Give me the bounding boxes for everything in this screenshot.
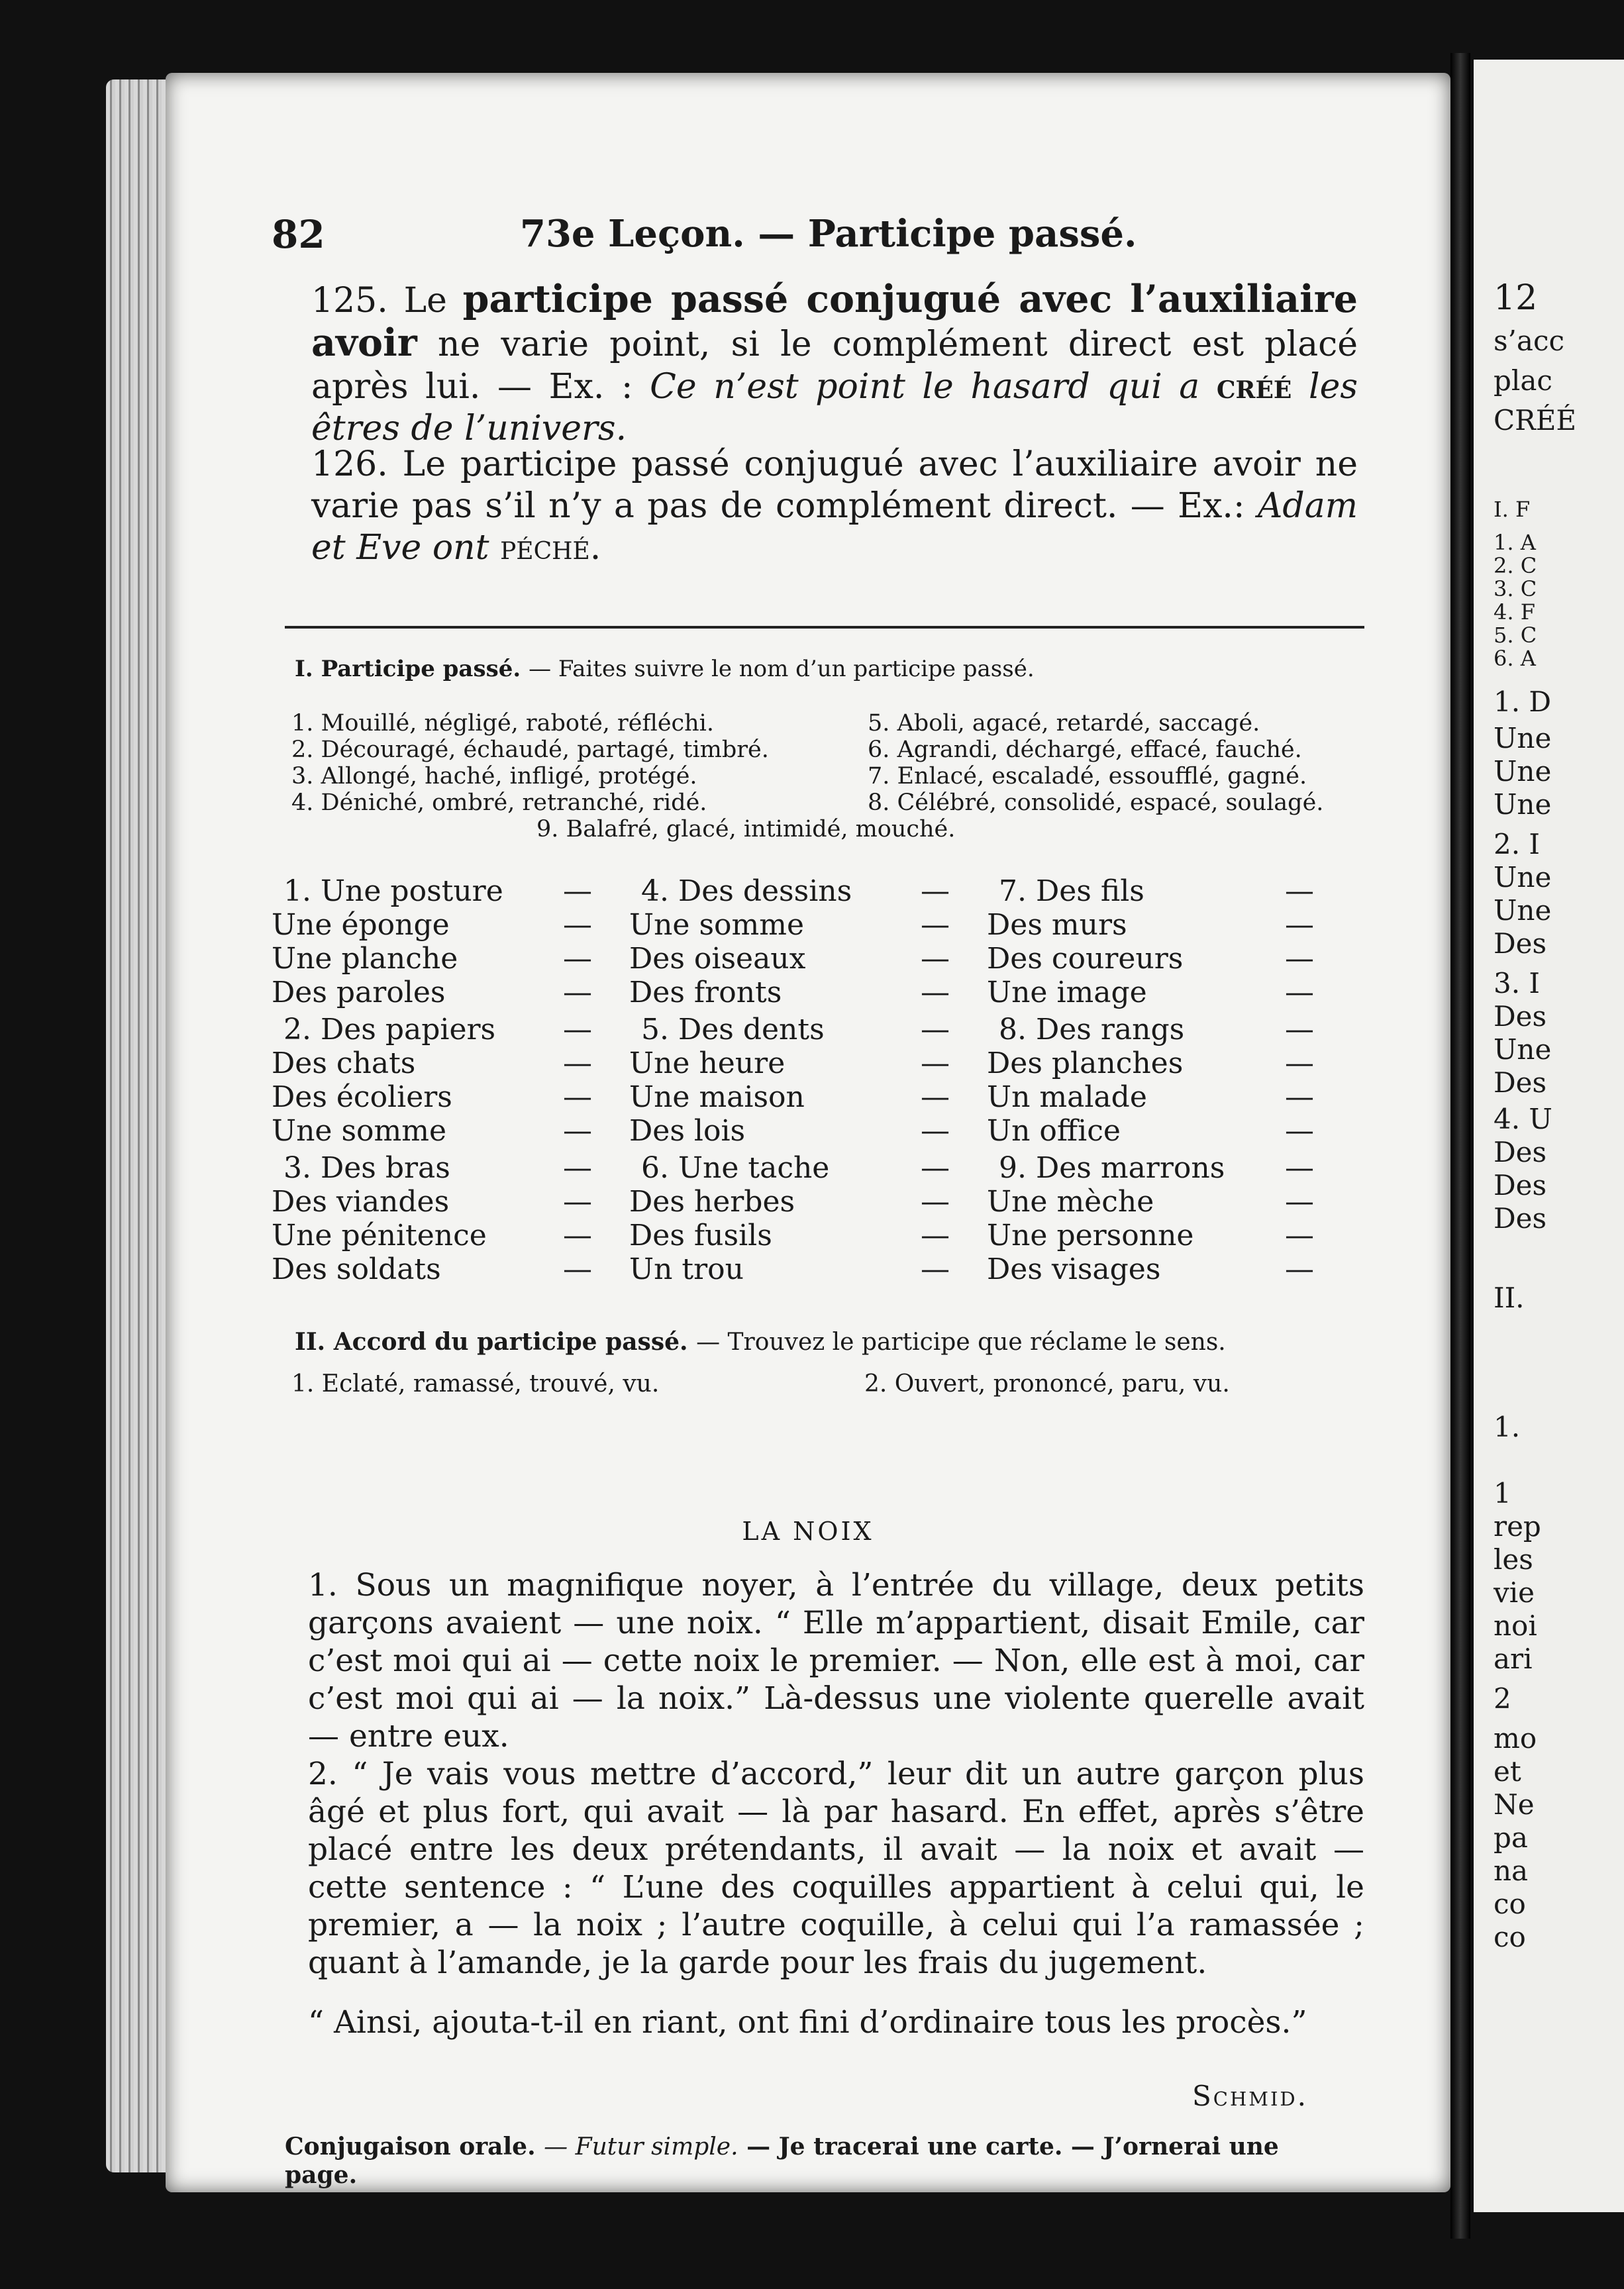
blank-dash: — (1285, 976, 1314, 1009)
blank-dash: — (563, 1151, 592, 1185)
facing-page-fragment: Une (1494, 1033, 1552, 1066)
noun-item: Des herbes (629, 1185, 795, 1219)
noun-item: Des lois (629, 1114, 746, 1148)
facing-page-fragment: 5. C (1494, 623, 1537, 648)
running-title: 73e Leçon. — Participe passé. (520, 212, 1137, 256)
blank-dash: — (1285, 1114, 1314, 1148)
facing-page-fragment: Des (1494, 1202, 1547, 1235)
blank-dash: — (563, 874, 592, 908)
facing-page-fragment: rep (1494, 1510, 1541, 1543)
blank-dash: — (563, 1013, 592, 1046)
facing-page-fragment: pa (1494, 1821, 1528, 1854)
facing-page-fragment: Des (1494, 927, 1547, 960)
facing-page-fragment: vie (1494, 1576, 1535, 1609)
rule-number: 126. (311, 444, 388, 484)
noun-item: 9. Des marrons (999, 1151, 1225, 1185)
footer-tense: — Futur simple. (544, 2133, 738, 2161)
facing-page-fragment: 4. F (1494, 599, 1535, 625)
noun-item: Une planche (272, 942, 458, 976)
noun-item: Des coureurs (987, 942, 1184, 976)
blank-dash: — (563, 1080, 592, 1114)
dash-column-1 (563, 874, 592, 1286)
noun-item: 5. Des dents (641, 1013, 825, 1046)
noun-item: 4. Des dessins (641, 874, 852, 908)
noun-item: Une somme (272, 1114, 446, 1148)
list-item: 5. Aboli, agacé, retardé, saccagé. (868, 710, 1260, 737)
blank-dash: — (563, 1219, 592, 1252)
facing-page-fragment: 2 (1494, 1682, 1511, 1715)
noun-item: 7. Des fils (999, 874, 1144, 908)
facing-page-fragment: noi (1494, 1609, 1537, 1642)
noun-item: Des paroles (272, 976, 446, 1009)
story-paragraph-1 (272, 1566, 1364, 1755)
rule-text: Le (403, 281, 447, 321)
blank-dash: — (921, 1252, 950, 1286)
story-author: Schmid. (1192, 2080, 1309, 2112)
list-item: 3. Allongé, haché, infligé, protégé. (291, 763, 697, 789)
blank-dash: — (1285, 1013, 1314, 1046)
noun-item: Des soldats (272, 1252, 441, 1286)
facing-page-fragment: les (1494, 1543, 1533, 1576)
facing-page-fragment: I. F (1494, 497, 1531, 522)
noun-item: 2. Des papiers (283, 1013, 496, 1046)
noun-item: Un malade (987, 1080, 1147, 1114)
rule-example: les êtres de l’univers. (311, 367, 1358, 448)
blank-dash: — (921, 976, 950, 1009)
facing-page-fragment: Des (1494, 1136, 1547, 1168)
blank-dash: — (921, 1185, 950, 1219)
blank-dash: — (921, 1080, 950, 1114)
facing-page-fragment: plac (1494, 364, 1552, 397)
story-paragraph-2 (272, 1755, 1364, 1982)
exercise-1-center-item (536, 816, 955, 842)
paragraph-text: “ Ainsi, ajouta-t-il en riant, ont fini d’ordinaire tous les procès.” (308, 2004, 1307, 2041)
facing-page-fragment: 4. U (1494, 1103, 1552, 1135)
blank-dash: — (921, 908, 950, 942)
noun-item: Une personne (987, 1219, 1194, 1252)
blank-dash: — (921, 1151, 950, 1185)
paragraph-text: 1. Sous un magnifique noyer, à l’entrée du village, deux petits garçons avaient — une noix. “ Elle m’appartient, disait Emile, car c’est moi qui ai — cette noix le premier. — Non, elle est à moi, car c’est moi qui ai — la noix.” Là-dessus une violente querelle avait — entre eux. (308, 1567, 1364, 1755)
noun-column-2 (629, 874, 852, 1286)
page-number: 82 (272, 212, 325, 257)
facing-page-fragment: 2. I (1494, 828, 1541, 860)
facing-page-fragment: Une (1494, 755, 1552, 788)
exercise-instruction: — Faites suivre le nom d’un participe passé. (529, 656, 1035, 682)
noun-item: Des fusils (629, 1219, 772, 1252)
facing-page-fragment: ari (1494, 1643, 1533, 1675)
blank-dash: — (1285, 874, 1314, 908)
rule-example-caps: créé (1216, 366, 1292, 407)
exercise-instruction: — Trouvez le participe que réclame le sens. (696, 1329, 1226, 1356)
blank-dash: — (563, 1046, 592, 1080)
noun-item: 3. Des bras (283, 1151, 450, 1185)
dash-column-2 (921, 874, 950, 1286)
exercise-2-item-2 (864, 1371, 1230, 1398)
facing-page-fragment: Des (1494, 1066, 1547, 1099)
facing-page-fragment: Ne (1494, 1788, 1535, 1821)
noun-item: Une image (987, 976, 1147, 1009)
list-item: 7. Enlacé, escaladé, essoufflé, gagné. (868, 763, 1307, 789)
noun-item: 6. Une tache (641, 1151, 830, 1185)
noun-item: Des écoliers (272, 1080, 452, 1114)
rule-example: Ce n’est point le hasard qui a (650, 367, 1200, 407)
exercise-2-item-1 (291, 1371, 659, 1398)
blank-dash: — (1285, 908, 1314, 942)
noun-item: Un trou (629, 1252, 744, 1286)
exercise-2-heading (295, 1328, 1226, 1356)
noun-item: Une éponge (272, 908, 450, 942)
blank-dash: — (563, 1114, 592, 1148)
list-item: 4. Déniché, ombré, retranché, ridé. (291, 789, 707, 816)
rule-example: Adam et Eve ont (311, 486, 1358, 568)
facing-page-fragment: 1 (1494, 1477, 1511, 1509)
exercise-1-right-list (868, 710, 1323, 816)
book-page (166, 73, 1450, 2192)
story-title: LA NOIX (742, 1517, 874, 1546)
blank-dash: — (563, 908, 592, 942)
rule-125 (272, 278, 1358, 450)
noun-item: Une somme (629, 908, 804, 942)
list-item: 2. Ouvert, prononcé, paru, vu. (864, 1370, 1230, 1398)
list-item: 1. Eclaté, ramassé, trouvé, vu. (291, 1370, 660, 1398)
facing-page-fragment: co (1494, 1888, 1526, 1920)
blank-dash: — (921, 874, 950, 908)
exercise-title: II. Accord du participe passé. (295, 1328, 688, 1356)
noun-item: 8. Des rangs (999, 1013, 1185, 1046)
list-item: 1. Mouillé, négligé, raboté, réfléchi. (291, 710, 714, 737)
noun-column-1 (272, 874, 503, 1286)
facing-page-fragment: et (1494, 1755, 1521, 1788)
facing-page-fragment: co (1494, 1921, 1526, 1953)
noun-item: Un office (987, 1114, 1121, 1148)
facing-page-fragment: Une (1494, 722, 1552, 754)
blank-dash: — (1285, 1252, 1314, 1286)
facing-page-fragment: Une (1494, 894, 1552, 927)
list-item: 6. Agrandi, déchargé, effacé, fauché. (868, 737, 1302, 763)
facing-page-fragment: Une (1494, 788, 1552, 821)
facing-page-fragment: 6. A (1494, 646, 1536, 671)
facing-page-fragment: 3. C (1494, 576, 1537, 601)
facing-page-fragment: Une (1494, 861, 1552, 893)
rule-bold-text: participe passé conjugué avec l’auxiliaire avoir (311, 277, 1358, 365)
footer-conjugation (285, 2133, 1358, 2189)
blank-dash: — (563, 942, 592, 976)
noun-column-3 (987, 874, 1225, 1286)
rule-126 (272, 444, 1358, 569)
story-paragraph-3 (272, 2004, 1364, 2041)
noun-item: Des visages (987, 1252, 1161, 1286)
rule-number: 125. (311, 281, 388, 321)
blank-dash: — (563, 1185, 592, 1219)
facing-page-fragment: 1. (1494, 1411, 1521, 1443)
noun-item: Une maison (629, 1080, 805, 1114)
blank-dash: — (1285, 942, 1314, 976)
blank-dash: — (1285, 1219, 1314, 1252)
blank-dash: — (921, 1114, 950, 1148)
noun-item: Des oiseaux (629, 942, 806, 976)
blank-dash: — (1285, 1185, 1314, 1219)
book-gutter (1450, 53, 1470, 2239)
blank-dash: — (563, 976, 592, 1009)
noun-item: Des murs (987, 908, 1127, 942)
noun-item: Une mèche (987, 1185, 1154, 1219)
paragraph-text: 2. “ Je vais vous mettre d’accord,” leur dit un autre garçon plus âgé et plus fort, qui avait — là par hasard. En effet, après s’être placé entre les deux prétendants, il avait — la noix et avait — cette sentence : “ L’une des coquilles appartient à celui qui, le premier, a — la noix ; l’autre coquille, à celui qui l’a ramassée ; quant à l’amande, je la garde pour les frais du jugement. (308, 1756, 1364, 1981)
rule-example-caps: péché. (500, 528, 601, 568)
blank-dash: — (563, 1252, 592, 1286)
noun-item: Une heure (629, 1046, 786, 1080)
list-item: 8. Célébré, consolidé, espacé, soulagé. (868, 789, 1324, 816)
blank-dash: — (1285, 1080, 1314, 1114)
noun-item: Des fronts (629, 976, 782, 1009)
blank-dash: — (1285, 1046, 1314, 1080)
facing-page-fragment: Des (1494, 1000, 1547, 1033)
footer-label: Conjugaison orale. (285, 2133, 536, 2161)
blank-dash: — (921, 1046, 950, 1080)
facing-page-fragment: 3. I (1494, 967, 1541, 999)
facing-page-fragment: na (1494, 1855, 1529, 1887)
noun-item: Des viandes (272, 1185, 450, 1219)
noun-item: Des chats (272, 1046, 416, 1080)
facing-page-fragment: mo (1494, 1722, 1537, 1755)
noun-item: Une pénitence (272, 1219, 487, 1252)
noun-item: Des planches (987, 1046, 1184, 1080)
blank-dash: — (921, 1013, 950, 1046)
blank-dash: — (1285, 1151, 1314, 1185)
facing-page-fragment: 12 (1494, 278, 1538, 318)
facing-page-fragment: 1. D (1494, 686, 1552, 718)
blank-dash: — (921, 1219, 950, 1252)
list-item: 2. Découragé, échaudé, partagé, timbré. (291, 737, 769, 763)
list-item: 9. Balafré, glacé, intimidé, mouché. (536, 816, 956, 842)
facing-page-fragment: s’acc (1494, 325, 1564, 357)
facing-page (1474, 60, 1624, 2212)
exercise-title: I. Participe passé. (295, 656, 521, 682)
rule-text: Le participe passé conjugué avec l’auxiliaire avoir ne varie pas s’il n’y a pas de complément direct. — Ex.: (311, 444, 1358, 526)
exercise-1-left-list (291, 710, 769, 816)
exercise-1-heading (295, 656, 1035, 682)
section-divider (285, 626, 1364, 629)
facing-page-fragment: 2. C (1494, 553, 1537, 578)
rule-text: ne varie point, si le complément direct est placé après lui. — Ex. : (311, 325, 1358, 407)
dash-column-3 (1285, 874, 1314, 1286)
footer-text: — Je tracerai une carte. — J’ornerai une page. (285, 2133, 1279, 2189)
facing-page-fragment: 1. A (1494, 530, 1536, 555)
facing-page-fragment: II. (1494, 1282, 1525, 1314)
facing-page-fragment: Des (1494, 1169, 1547, 1201)
blank-dash: — (921, 942, 950, 976)
noun-item: 1. Une posture (283, 874, 503, 908)
facing-page-fragment: CRÉÉ (1494, 404, 1577, 436)
page-header (272, 212, 1364, 272)
